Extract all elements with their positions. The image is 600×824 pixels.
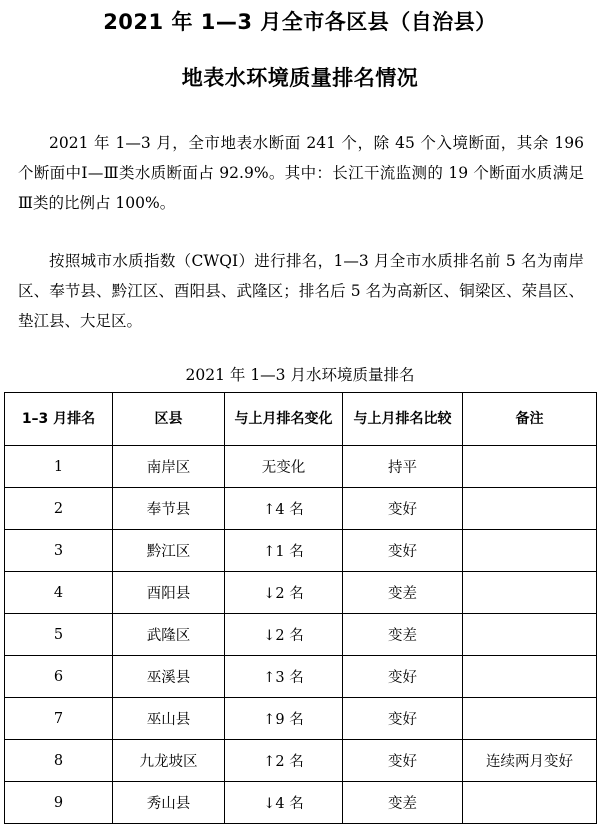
cell-rank: 2 [5, 488, 113, 530]
cell-remarks [463, 782, 597, 824]
cell-remarks [463, 446, 597, 488]
cell-district: 秀山县 [113, 782, 225, 824]
header-rank-change: 与上月排名变化 [225, 393, 343, 446]
cell-comparison: 变好 [343, 488, 463, 530]
cell-comparison: 变好 [343, 530, 463, 572]
cell-district: 九龙坡区 [113, 740, 225, 782]
header-remarks: 备注 [463, 393, 597, 446]
cell-remarks [463, 572, 597, 614]
header-district: 区县 [113, 393, 225, 446]
cell-rank-change: ↑4 名 [225, 488, 343, 530]
cell-rank: 7 [5, 698, 113, 740]
table-row [5, 446, 597, 488]
cell-rank: 3 [5, 530, 113, 572]
cell-rank: 4 [5, 572, 113, 614]
cell-remarks [463, 698, 597, 740]
cell-district: 奉节县 [113, 488, 225, 530]
cell-rank-change: ↓2 名 [225, 614, 343, 656]
table-row [5, 530, 597, 572]
table-row [5, 572, 597, 614]
table-caption: 2021 年 1—3 月水环境质量排名 [185, 366, 415, 384]
cell-remarks [463, 530, 597, 572]
cell-comparison: 变差 [343, 614, 463, 656]
ranking-paragraph: 按照城市水质指数（CWQI）进行排名，1—3 月全市水质排名前 5 名为南岸区、奉节县、黔江区、酉阳县、武隆区；排名后 5 名为高新区、铜梁区、荣昌区、垫江县、大足区。 [18, 252, 584, 330]
table-header-row [5, 393, 597, 446]
table-row [5, 656, 597, 698]
cell-rank-change: 无变化 [225, 446, 343, 488]
header-rank: 1–3 月排名 [5, 393, 113, 446]
table-row [5, 488, 597, 530]
document-title-line1: 2021 年 1—3 月全市各区县（自治县） [103, 10, 497, 34]
cell-rank: 1 [5, 446, 113, 488]
cell-district: 酉阳县 [113, 572, 225, 614]
cell-rank: 9 [5, 782, 113, 824]
table-row [5, 614, 597, 656]
cell-remarks [463, 488, 597, 530]
cell-rank-change: ↑2 名 [225, 740, 343, 782]
header-comparison: 与上月排名比较 [343, 393, 463, 446]
cell-rank: 5 [5, 614, 113, 656]
cell-comparison: 变差 [343, 572, 463, 614]
table-row [5, 740, 597, 782]
document-title-line2: 地表水环境质量排名情况 [181, 66, 419, 90]
cell-comparison: 变好 [343, 740, 463, 782]
cell-remarks [463, 656, 597, 698]
cell-rank-change: ↓2 名 [225, 572, 343, 614]
cell-district: 巫溪县 [113, 656, 225, 698]
cell-comparison: 持平 [343, 446, 463, 488]
cell-comparison: 变差 [343, 782, 463, 824]
cell-district: 巫山县 [113, 698, 225, 740]
ranking-table [4, 392, 597, 824]
cell-rank: 8 [5, 740, 113, 782]
cell-comparison: 变好 [343, 698, 463, 740]
cell-remarks: 连续两月变好 [463, 740, 597, 782]
cell-remarks [463, 614, 597, 656]
cell-rank-change: ↑9 名 [225, 698, 343, 740]
table-row [5, 698, 597, 740]
cell-district: 黔江区 [113, 530, 225, 572]
table-row [5, 782, 597, 824]
cell-rank: 6 [5, 656, 113, 698]
cell-rank-change: ↑1 名 [225, 530, 343, 572]
summary-paragraph: 2021 年 1—3 月，全市地表水断面 241 个，除 45 个入境断面，其余 196 个断面中Ⅰ—Ⅲ类水质断面占 92.9%。其中：长江干流监测的 19 个断面水质满足Ⅲ类的比例占 100%。 [18, 134, 584, 212]
cell-district: 武隆区 [113, 614, 225, 656]
cell-comparison: 变好 [343, 656, 463, 698]
cell-rank-change: ↓4 名 [225, 782, 343, 824]
cell-district: 南岸区 [113, 446, 225, 488]
cell-rank-change: ↑3 名 [225, 656, 343, 698]
